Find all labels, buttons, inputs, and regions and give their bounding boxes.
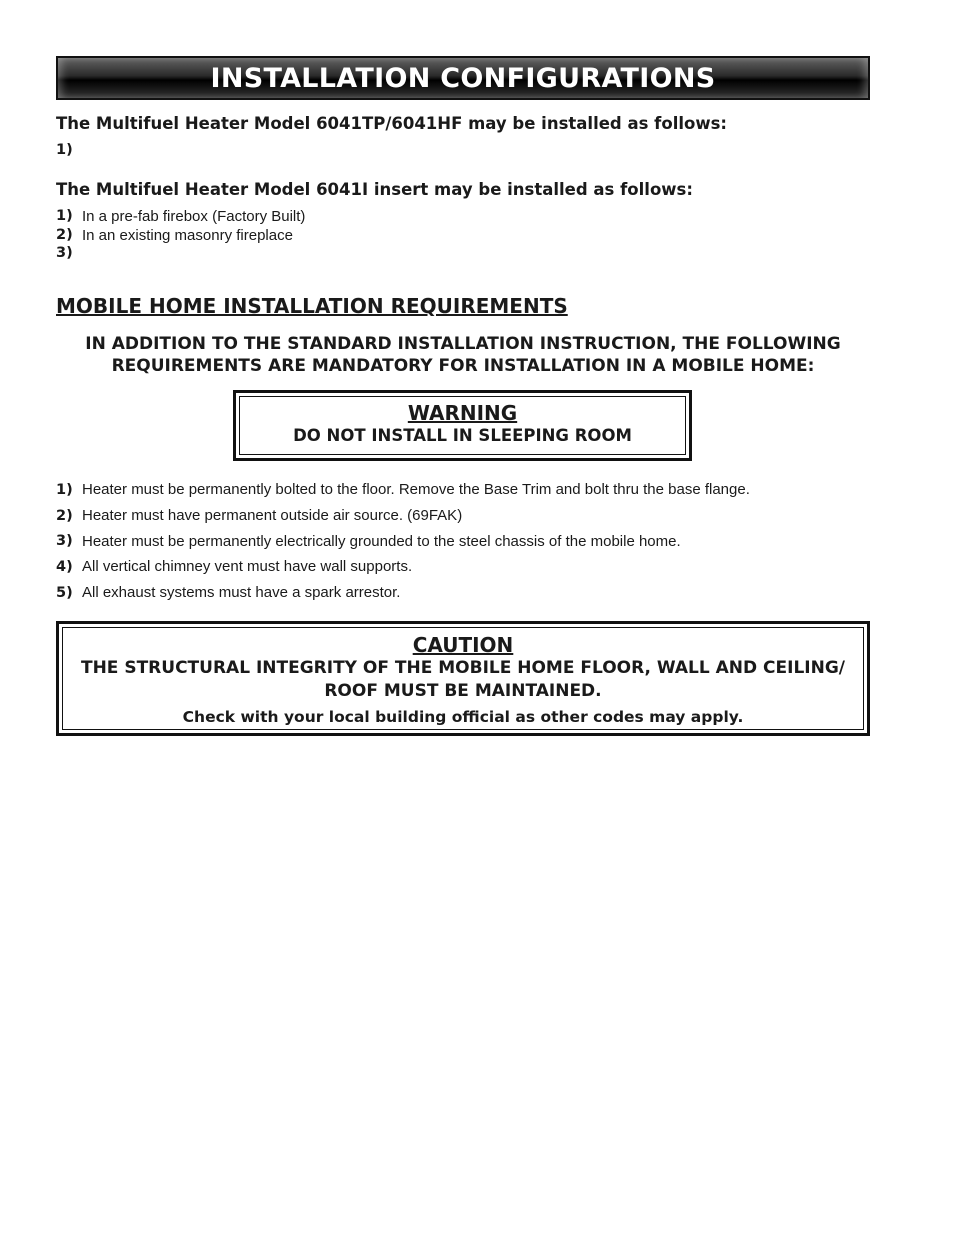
list-item [56,245,305,264]
caution-line1: THE STRUCTURAL INTEGRITY OF THE MOBILE HOME FLOOR, WALL AND CEILING/ [80,658,846,678]
insert-list [56,208,305,264]
list-item [56,503,750,529]
item-text: Heater must be permanently electrically grounded to the steel chassis of the mobile home. [82,532,681,550]
mobile-home-title: MOBILE HOME INSTALLATION REQUIREMENTS [56,294,568,318]
mandatory-notice-line2: REQUIREMENTS ARE MANDATORY FOR INSTALLATION IN A MOBILE HOME: [111,356,815,376]
item-text: Heater must be permanently bolted to the floor. Remove the Base Trim and bolt thru the base flange. [82,481,750,499]
list-item [56,477,750,503]
warning-title: WARNING [407,401,518,425]
item-text: Heater must have permanent outside air source. (69FAK) [82,507,463,525]
item-number: 3) [56,245,73,261]
list-item [56,142,82,158]
page-title: INSTALLATION CONFIGURATIONS [210,62,716,94]
item-number: 1) [56,208,73,224]
item-text: In an existing masonry fireplace [82,226,293,244]
mandatory-notice-line1: IN ADDITION TO THE STANDARD INSTALLATION INSTRUCTION, THE FOLLOWING [85,334,841,354]
insert-heading: The Multifuel Heater Model 6041I insert may be installed as follows: [56,180,693,199]
item-number: 1) [56,142,73,158]
list-item [56,580,750,606]
requirements-list [56,477,750,605]
item-number: 1) [56,481,73,498]
section-banner [56,56,870,100]
list-item [56,227,305,246]
warning-box-inner [239,396,686,455]
warning-box [233,390,692,461]
caution-note: Check with your local building official as other codes may apply. [182,708,744,726]
list-item [56,554,750,580]
item-number: 3) [56,533,73,550]
item-text: All exhaust systems must have a spark arrestor. [82,584,401,602]
item-text: In a pre-fab firebox (Factory Built) [82,208,306,225]
caution-box [56,621,870,736]
item-number: 2) [56,507,73,524]
list-item [56,528,750,554]
mandatory-notice [56,333,870,377]
freestanding-list [56,142,82,158]
freestanding-heading: The Multifuel Heater Model 6041TP/6041HF may be installed as follows: [56,114,728,133]
caution-box-inner [62,627,864,730]
item-number: 2) [56,226,73,243]
list-item [56,208,305,227]
item-text: All vertical chimney vent must have wall supports. [82,558,413,576]
caution-title: CAUTION [412,633,514,657]
warning-text: DO NOT INSTALL IN SLEEPING ROOM [293,426,632,445]
item-number: 4) [56,558,73,575]
item-number: 5) [56,584,73,601]
caution-line2: ROOF MUST BE MAINTAINED. [324,681,602,701]
